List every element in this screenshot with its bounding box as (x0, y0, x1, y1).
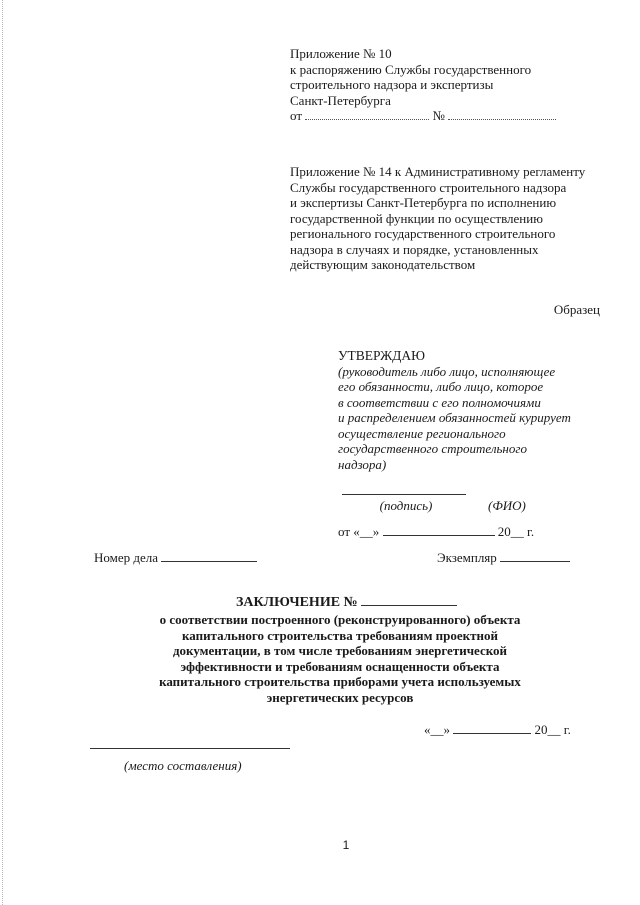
appendix-10-line-1: Приложение № 10 (290, 46, 392, 61)
conclusion-line: эффективности и требованиям оснащенности объекта (180, 658, 500, 674)
appendix-10-from-label: от (290, 108, 303, 123)
appendix-10-line-3: строительного надзора и экспертизы (290, 77, 494, 92)
conclusion-line: капитального строительства приборами учета используемых (159, 674, 521, 689)
appendix-10-date-number-row (290, 108, 610, 124)
signature-label: (подпись) (379, 498, 433, 513)
copy-label: Экземпляр (437, 550, 497, 565)
conclusion-line: капитального строительства требованиям проектной (181, 627, 499, 643)
appendix-14-line: государственной функции по осуществлению (290, 210, 543, 226)
appendix-10-line-4: Санкт-Петербурга (290, 92, 391, 108)
signature-line (342, 494, 466, 495)
appendix-14-line: Приложение № 14 к Административному регламенту (290, 164, 586, 179)
conclusion-title-row (236, 594, 457, 611)
appendix-10-line-2: к распоряжению Службы государственного (290, 61, 532, 77)
case-number-row (94, 550, 257, 566)
approve-note-line: государственного строительного (338, 441, 527, 456)
copy-blank (500, 551, 570, 562)
conclusion-subtitle (140, 612, 540, 705)
copy-row (437, 550, 570, 566)
approve-note-line: его обязанности, либо лицо, которое (338, 379, 544, 394)
approve-note-line: осуществление регионального (338, 425, 506, 441)
approve-block (338, 348, 618, 472)
case-number-label: Номер дела (94, 550, 159, 565)
conclusion-date-prefix: «__» (424, 722, 450, 737)
appendix-14-line: действующим законодательством (290, 257, 476, 272)
approve-title: УТВЕРЖДАЮ (338, 348, 426, 363)
conclusion-line: о соответствии построенного (реконструированного) объекта (159, 612, 521, 627)
conclusion-date-year: 20__ г. (534, 722, 571, 737)
conclusion-line: энергетических ресурсов (266, 689, 414, 705)
case-number-blank (161, 551, 257, 562)
conclusion-line: документации, в том числе требованиям энергетической (172, 643, 508, 658)
appendix-10-block (290, 46, 610, 124)
approve-date-row (338, 524, 608, 540)
place-label: (место составления) (124, 758, 242, 773)
appendix-10-date-blank (305, 109, 429, 120)
appendix-14-line: и экспертизы Санкт-Петербурга по исполнению (290, 195, 557, 210)
conclusion-date-row (424, 722, 571, 738)
appendix-14-line: регионального государственного строительного (290, 226, 556, 241)
approve-note-line: в соответствии с его полномочиями (338, 394, 541, 410)
scan-edge-line (2, 0, 3, 905)
place-line (90, 748, 290, 749)
approve-note-line: надзора) (338, 456, 387, 472)
conclusion-date-month-blank (453, 723, 531, 734)
approve-note-line: и распределением обязанностей курирует (338, 410, 571, 425)
appendix-14-line: Службы государственного строительного надзора (290, 179, 567, 195)
sample-label: Образец (553, 302, 600, 317)
appendix-10-number-label: № (432, 108, 445, 123)
appendix-14-block (290, 164, 620, 273)
approve-date-month-blank (383, 525, 495, 536)
fio-label: (ФИО) (488, 498, 526, 513)
approve-date-prefix: от «__» (338, 524, 380, 539)
conclusion-number-blank (361, 594, 457, 606)
approve-note-line: (руководитель либо лицо, исполняющее (338, 363, 556, 379)
appendix-10-number-blank (448, 109, 556, 120)
page-number: 1 (342, 838, 350, 852)
conclusion-title: ЗАКЛЮЧЕНИЕ № (236, 595, 358, 610)
appendix-14-line: надзора в случаях и порядке, установленных (290, 241, 539, 257)
approve-date-year: 20__ г. (497, 524, 535, 539)
